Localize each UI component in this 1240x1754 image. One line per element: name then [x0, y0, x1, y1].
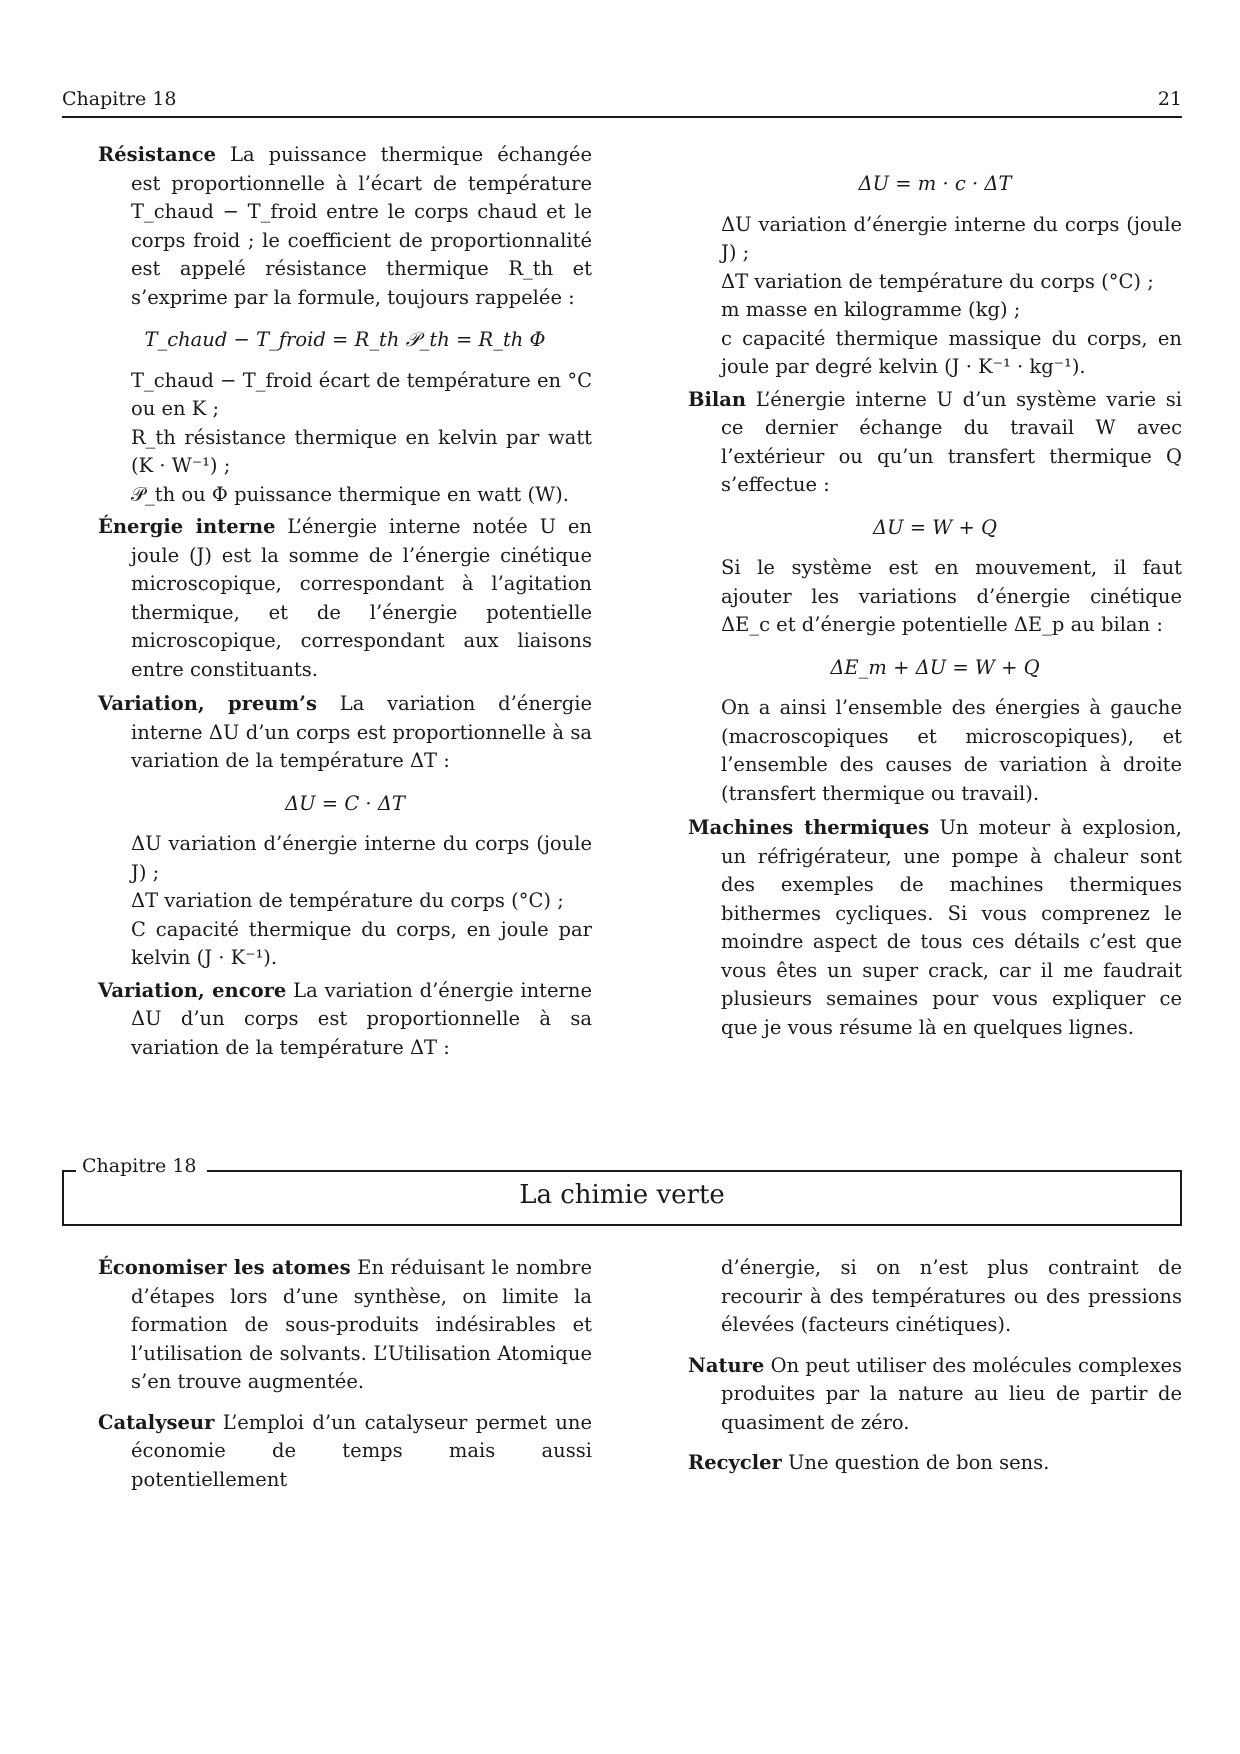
entry-recycler: [688, 1449, 1182, 1478]
left-column: [98, 141, 592, 1068]
entry-economiser-atomes: [98, 1254, 592, 1397]
def-right-3: m masse en kilogramme (kg) ;: [721, 298, 1021, 321]
term-recycler: Recycler: [688, 1451, 782, 1474]
right-column: [688, 170, 1182, 1048]
term-bilan: Bilan: [688, 387, 747, 411]
entry-variation-encore: [98, 977, 592, 1063]
term-variation-encore: Variation, encore: [98, 978, 287, 1002]
text-bilan-2: Si le système est en mouvement, il faut ajouter les variations d’énergie cinétique ΔE_c et d’énergie potentielle ΔE_p au bilan :: [721, 556, 1182, 636]
term-variation-preums: Variation, preum’s: [98, 692, 317, 715]
def-variation-preums-1: ΔU variation d’énergie interne du corps (joule J) ;: [131, 832, 592, 884]
header-page-number: 21: [1157, 88, 1182, 110]
term-resistance: Résistance: [98, 143, 217, 166]
term-catalyseur: Catalyseur: [98, 1410, 215, 1434]
chapter-label: Chapitre 18: [76, 1155, 207, 1177]
text-resistance: La puissance thermique échangée est proportionnelle à l’écart de température T_chaud − T_froid entre le corps chaud et le corps froid ; le coefficient de proportionnalité est appelé résistance thermique R_th et s’exprime par la formule, toujours rappelée :: [131, 143, 592, 309]
entry-resistance: [98, 141, 592, 312]
text-energie-interne: L’énergie interne notée U en joule (J) est la somme de l’énergie cinétique microscopique, correspondant à l’agitation thermique, et de l’énergie potentielle microscopique, correspondant aux liaisons entre constituants.: [131, 515, 592, 681]
term-nature: Nature: [688, 1353, 765, 1377]
formula-mc-delta-t: ΔU = m · c · ΔT: [858, 172, 1012, 195]
text-variation-preums: La variation d’énergie interne ΔU d’un corps est proportionnelle à sa variation de la température ΔT :: [131, 692, 592, 772]
formula-bilan-1: ΔU = W + Q: [872, 515, 998, 539]
entry-energie-interne: [98, 513, 592, 684]
chapter-title: La chimie verte: [519, 1180, 725, 1210]
text-nature: On peut utiliser des molécules complexes produites par la nature au lieu de partir de quasiment de zéro.: [721, 1353, 1182, 1434]
entry-machines-thermiques: [688, 814, 1182, 1042]
text-bilan-3: On a ainsi l’ensemble des énergies à gauche (macroscopiques et microscopiques), et l’ensemble des causes de variation à droite (transfert thermique ou travail).: [721, 696, 1182, 805]
formula-variation-preums: ΔU = C · ΔT: [285, 791, 405, 815]
text-machines-thermiques: Un moteur à explosion, un réfrigérateur, une pompe à chaleur sont des exemples de machines thermiques bithermes cycliques. Si vous comprenez le moindre aspect de tous ces détails c’est que vous êtes un super crack, car il me faudrait plusieurs semaines pour vous expliquer ce que je vous résume là en quelques lignes.: [721, 816, 1182, 1039]
term-machines-thermiques: Machines thermiques: [688, 816, 930, 839]
text-economiser-atomes: En réduisant le nombre d’étapes lors d’une synthèse, on limite la formation de sous-produits indésirables et l’utilisation de solvants. L’Utilisation Atomique s’en trouve augmentée.: [131, 1256, 593, 1393]
def-resistance-2: R_th résistance thermique en kelvin par watt (K · W⁻¹) ;: [131, 425, 592, 477]
entry-nature: [688, 1352, 1182, 1438]
def-right-4: c capacité thermique massique du corps, en joule par degré kelvin (J · K⁻¹ · kg⁻¹).: [721, 326, 1182, 378]
text-catalyseur: L’emploi d’un catalyseur permet une économie de temps mais aussi potentiellement: [131, 1410, 592, 1491]
text-bilan: L’énergie interne U d’un système varie si ce dernier échange du travail W avec l’extérieur ou qu’un transfert thermique Q s’effectue :: [721, 387, 1182, 496]
def-right-1: ΔU variation d’énergie interne du corps (joule J) ;: [721, 212, 1182, 264]
term-economiser-atomes: Économiser les atomes: [98, 1256, 351, 1279]
def-variation-preums-3: C capacité thermique du corps, en joule par kelvin (J · K⁻¹).: [131, 917, 592, 969]
bottom-right-column: [688, 1254, 1182, 1484]
def-right-2: ΔT variation de température du corps (°C) ;: [721, 269, 1154, 293]
text-catalyseur-continuation: d’énergie, si on n’est plus contraint de recourir à des températures ou des pressions élevées (facteurs cinétiques).: [721, 1256, 1182, 1336]
header-chapter: Chapitre 18: [62, 88, 177, 110]
formula-bilan-2: ΔE_m + ΔU = W + Q: [830, 655, 1040, 679]
entry-bilan: [688, 386, 1182, 500]
def-resistance-3: 𝒫_th ou Φ puissance thermique en watt (W).: [131, 482, 569, 506]
def-variation-preums-2: ΔT variation de température du corps (°C) ;: [131, 889, 564, 912]
formula-resistance: T_chaud − T_froid = R_th 𝒫_th = R_th Φ: [144, 328, 546, 351]
bottom-left-column: [98, 1254, 592, 1500]
def-resistance-1: T_chaud − T_froid écart de température en °C ou en K ;: [131, 368, 592, 420]
term-energie-interne: Énergie interne: [98, 515, 276, 538]
text-recycler: Une question de bon sens.: [787, 1451, 1050, 1474]
entry-variation-preums: [98, 690, 592, 776]
running-header: [62, 88, 1182, 118]
entry-catalyseur: [98, 1409, 592, 1495]
text-variation-encore: La variation d’énergie interne ΔU d’un corps est proportionnelle à sa variation de la température ΔT :: [131, 978, 592, 1059]
